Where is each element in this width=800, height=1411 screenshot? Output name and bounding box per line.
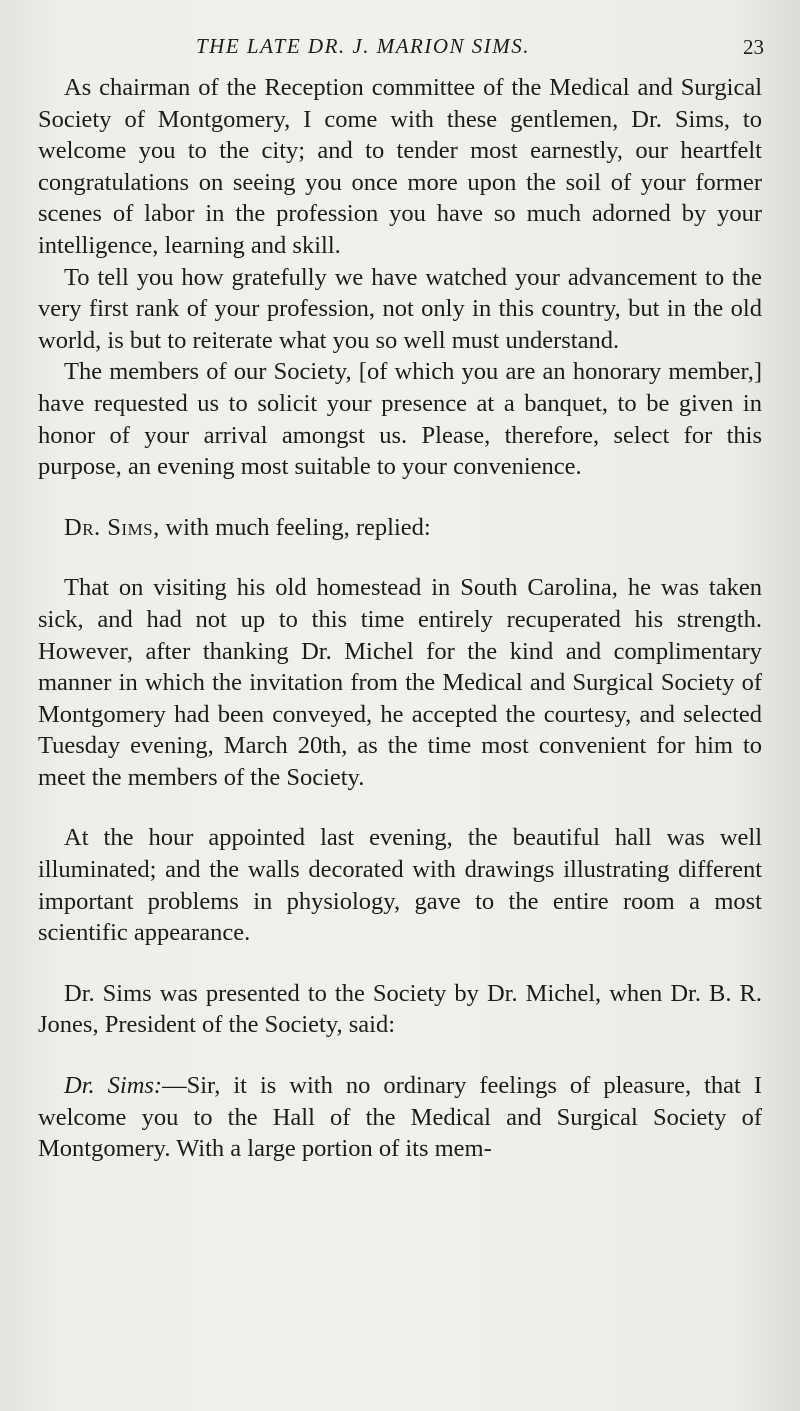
reply-speaker: Dr. Sims: [64, 513, 154, 541]
paragraph-welcome: As chairman of the Reception committee of the Medical and Surgical Society of Montgomery, I come with these gentlemen, Dr. Sims, to welcome you to the city; and to tender most earnestly, our heartfelt congratulations on seeing you once more upon the soil of your former scenes of labor in the profession you have so much adorned by your intelligence, learning and skill.: [38, 74, 762, 259]
paragraph-banquet-invitation: The members of our Society, [of which you are an honorary member,] have requested us to solicit your presence at a banquet, to be given in honor of your arrival amongst us. Please, therefore, select for this purpose, an evening most suitable to your convenience.: [38, 358, 762, 481]
running-head: [0, 34, 800, 60]
paragraph-hall-description: At the hour appointed last evening, the beautiful hall was well illuminated; and the walls decorated with drawings illustrating different important problems in physiology, gave to the entire room a most scientific appearance.: [38, 824, 762, 947]
paragraph-sims-response: That on visiting his old homestead in South Carolina, he was taken sick, and had not up to this time entirely recuperated his strength. However, after thanking Dr. Michel for the kind and complimentary manner in which the invitation from the Medical and Surgical Society of Montgomery had been conveyed, he accepted the courtesy, and selected Tuesday evening, March 20th, as the time most convenient for him to meet the members of the Society.: [38, 574, 762, 791]
reply-text: , with much feeling, replied:: [153, 513, 431, 541]
paragraph-gratitude: To tell you how gratefully we have watched your advancement to the very first rank of your profession, not only in this country, but in the old world, is but to reiterate what you so well must understand.: [38, 263, 762, 354]
running-title: THE LATE DR. J. MARION SIMS.: [196, 34, 531, 58]
paragraph-reply: [38, 512, 762, 544]
page-number: 23: [743, 35, 764, 59]
address-salutation: Dr. Sims:: [64, 1072, 163, 1100]
body-text: [38, 72, 762, 1165]
paragraph-presentation: Dr. Sims was presented to the Society by Dr. Michel, when Dr. B. R. Jones, President of the Society, said:: [38, 979, 762, 1039]
address-text: —Sir, it is with no ordinary feelings of pleasure, that I welcome you to the Hall of the Medical and Surgical Society of Montgomery. With a large portion of its mem-: [38, 1072, 762, 1163]
paragraph-address: [38, 1070, 762, 1165]
